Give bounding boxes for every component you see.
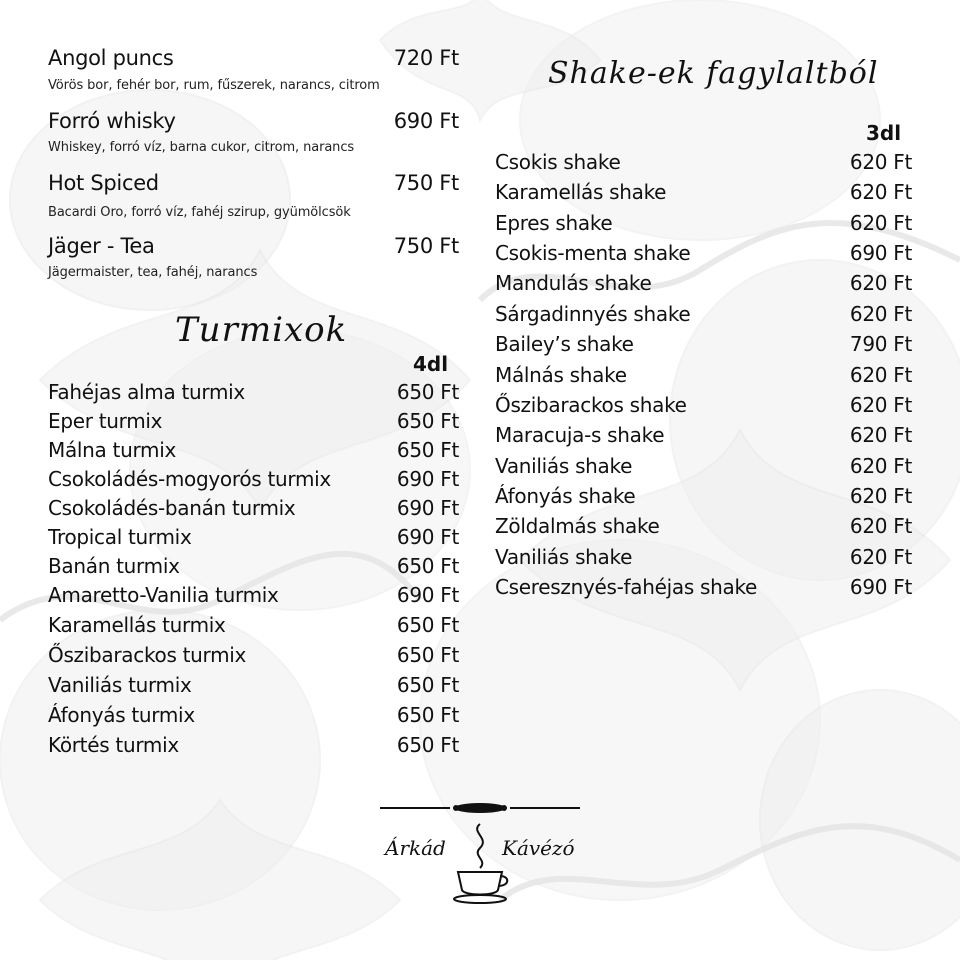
item-name: Körtés turmix [48, 733, 179, 757]
item-name: Eper turmix [48, 409, 163, 433]
item-name: Karamellás shake [495, 180, 667, 204]
hot-drink-row [48, 109, 459, 133]
shakes-list [495, 150, 912, 610]
item-name: Bailey’s shake [495, 332, 634, 356]
item-name: Csokoládés-banán turmix [48, 496, 296, 520]
item-price: 620 Ft [849, 302, 912, 326]
list-item [495, 393, 912, 417]
item-name: Cseresznyés-fahéjas shake [495, 575, 758, 599]
item-name: Fahéjas alma turmix [48, 380, 245, 404]
item-price: 650 Ft [396, 703, 459, 727]
item-name: Őszibarackos turmix [48, 643, 247, 667]
item-price: 650 Ft [396, 733, 459, 757]
item-name: Epres shake [495, 211, 613, 235]
item-name: Vaniliás turmix [48, 673, 192, 697]
item-price: 650 Ft [396, 673, 459, 697]
item-name: Maracuja-s shake [495, 423, 665, 447]
coffee-cup-icon [450, 820, 510, 905]
item-name: Málna turmix [48, 438, 177, 462]
item-name: Áfonyás turmix [48, 703, 195, 727]
list-item [495, 423, 912, 447]
item-name: Sárgadinnyés shake [495, 302, 691, 326]
item-price: 650 Ft [396, 643, 459, 667]
list-item [495, 575, 912, 599]
item-name: Angol puncs [48, 46, 174, 70]
item-price: 620 Ft [849, 484, 912, 508]
list-item [48, 583, 459, 607]
list-item [48, 525, 459, 549]
item-price: 650 Ft [396, 438, 459, 462]
item-price: 720 Ft [393, 46, 459, 70]
list-item [48, 380, 459, 404]
shakes-unit: 3dl [866, 121, 902, 145]
item-name: Zöldalmás shake [495, 514, 660, 538]
list-item [495, 271, 912, 295]
list-item [48, 409, 459, 433]
list-item [48, 673, 459, 697]
item-name: Őszibarackos shake [495, 393, 687, 417]
item-price: 690 Ft [393, 109, 459, 133]
item-price: 690 Ft [396, 467, 459, 491]
turmixok-list [48, 380, 459, 760]
item-description: Jägermaister, tea, fahéj, narancs [48, 265, 258, 280]
item-price: 750 Ft [393, 234, 459, 258]
item-description: Bacardi Oro, forró víz, fahéj szirup, gyümölcsök [48, 205, 351, 220]
item-description: Whiskey, forró víz, barna cukor, citrom, narancs [48, 140, 355, 155]
list-item [495, 150, 912, 174]
hot-drink-row [48, 46, 459, 70]
item-price: 620 Ft [849, 393, 912, 417]
list-item [48, 613, 459, 637]
item-price: 690 Ft [396, 496, 459, 520]
item-price: 690 Ft [849, 241, 912, 265]
item-price: 620 Ft [849, 180, 912, 204]
item-name: Vaniliás shake [495, 454, 633, 478]
item-price: 620 Ft [849, 514, 912, 538]
item-price: 620 Ft [849, 271, 912, 295]
list-item [495, 332, 912, 356]
hot-drink-row [48, 171, 459, 195]
item-price: 620 Ft [849, 454, 912, 478]
item-price: 620 Ft [849, 150, 912, 174]
item-price: 620 Ft [849, 363, 912, 387]
item-name: Áfonyás shake [495, 484, 636, 508]
item-name: Tropical turmix [48, 525, 192, 549]
item-price: 620 Ft [849, 211, 912, 235]
list-item [48, 554, 459, 578]
list-item [495, 363, 912, 387]
cafe-logo [380, 820, 590, 910]
list-item [495, 211, 912, 235]
item-price: 690 Ft [396, 525, 459, 549]
ornamental-divider [380, 796, 580, 820]
logo-right-word: Kávézó [502, 836, 575, 860]
item-name: Jäger - Tea [48, 234, 155, 258]
list-item [48, 467, 459, 491]
item-price: 650 Ft [396, 380, 459, 404]
item-price: 650 Ft [396, 613, 459, 637]
logo-left-word: Árkád [385, 836, 446, 860]
list-item [495, 302, 912, 326]
turmixok-unit: 4dl [413, 352, 449, 376]
item-name: Vaniliás shake [495, 545, 633, 569]
list-item [495, 454, 912, 478]
hot-drink-row [48, 234, 459, 258]
list-item [48, 703, 459, 727]
item-description: Vörös bor, fehér bor, rum, fűszerek, narancs, citrom [48, 78, 380, 93]
item-price: 650 Ft [396, 409, 459, 433]
list-item [48, 496, 459, 520]
item-name: Amaretto-Vanilia turmix [48, 583, 279, 607]
item-price: 750 Ft [393, 171, 459, 195]
item-price: 620 Ft [849, 545, 912, 569]
item-name: Karamellás turmix [48, 613, 226, 637]
list-item [48, 643, 459, 667]
item-price: 650 Ft [396, 554, 459, 578]
list-item [495, 180, 912, 204]
list-item [48, 733, 459, 757]
item-name: Banán turmix [48, 554, 180, 578]
item-name: Hot Spiced [48, 171, 159, 195]
item-price: 620 Ft [849, 423, 912, 447]
turmixok-title: Turmixok [175, 310, 348, 350]
list-item [495, 484, 912, 508]
list-item [495, 241, 912, 265]
item-name: Csokis shake [495, 150, 621, 174]
item-name: Csokis-menta shake [495, 241, 691, 265]
item-name: Forró whisky [48, 109, 176, 133]
shakes-title: Shake-ek fagylaltból [548, 56, 879, 91]
list-item [495, 545, 912, 569]
item-name: Mandulás shake [495, 271, 652, 295]
hot-drinks-section [0, 0, 480, 300]
item-name: Csokoládés-mogyorós turmix [48, 467, 331, 491]
item-name: Málnás shake [495, 363, 627, 387]
item-price: 690 Ft [396, 583, 459, 607]
list-item [48, 438, 459, 462]
item-price: 690 Ft [849, 575, 912, 599]
item-price: 790 Ft [849, 332, 912, 356]
list-item [495, 514, 912, 538]
